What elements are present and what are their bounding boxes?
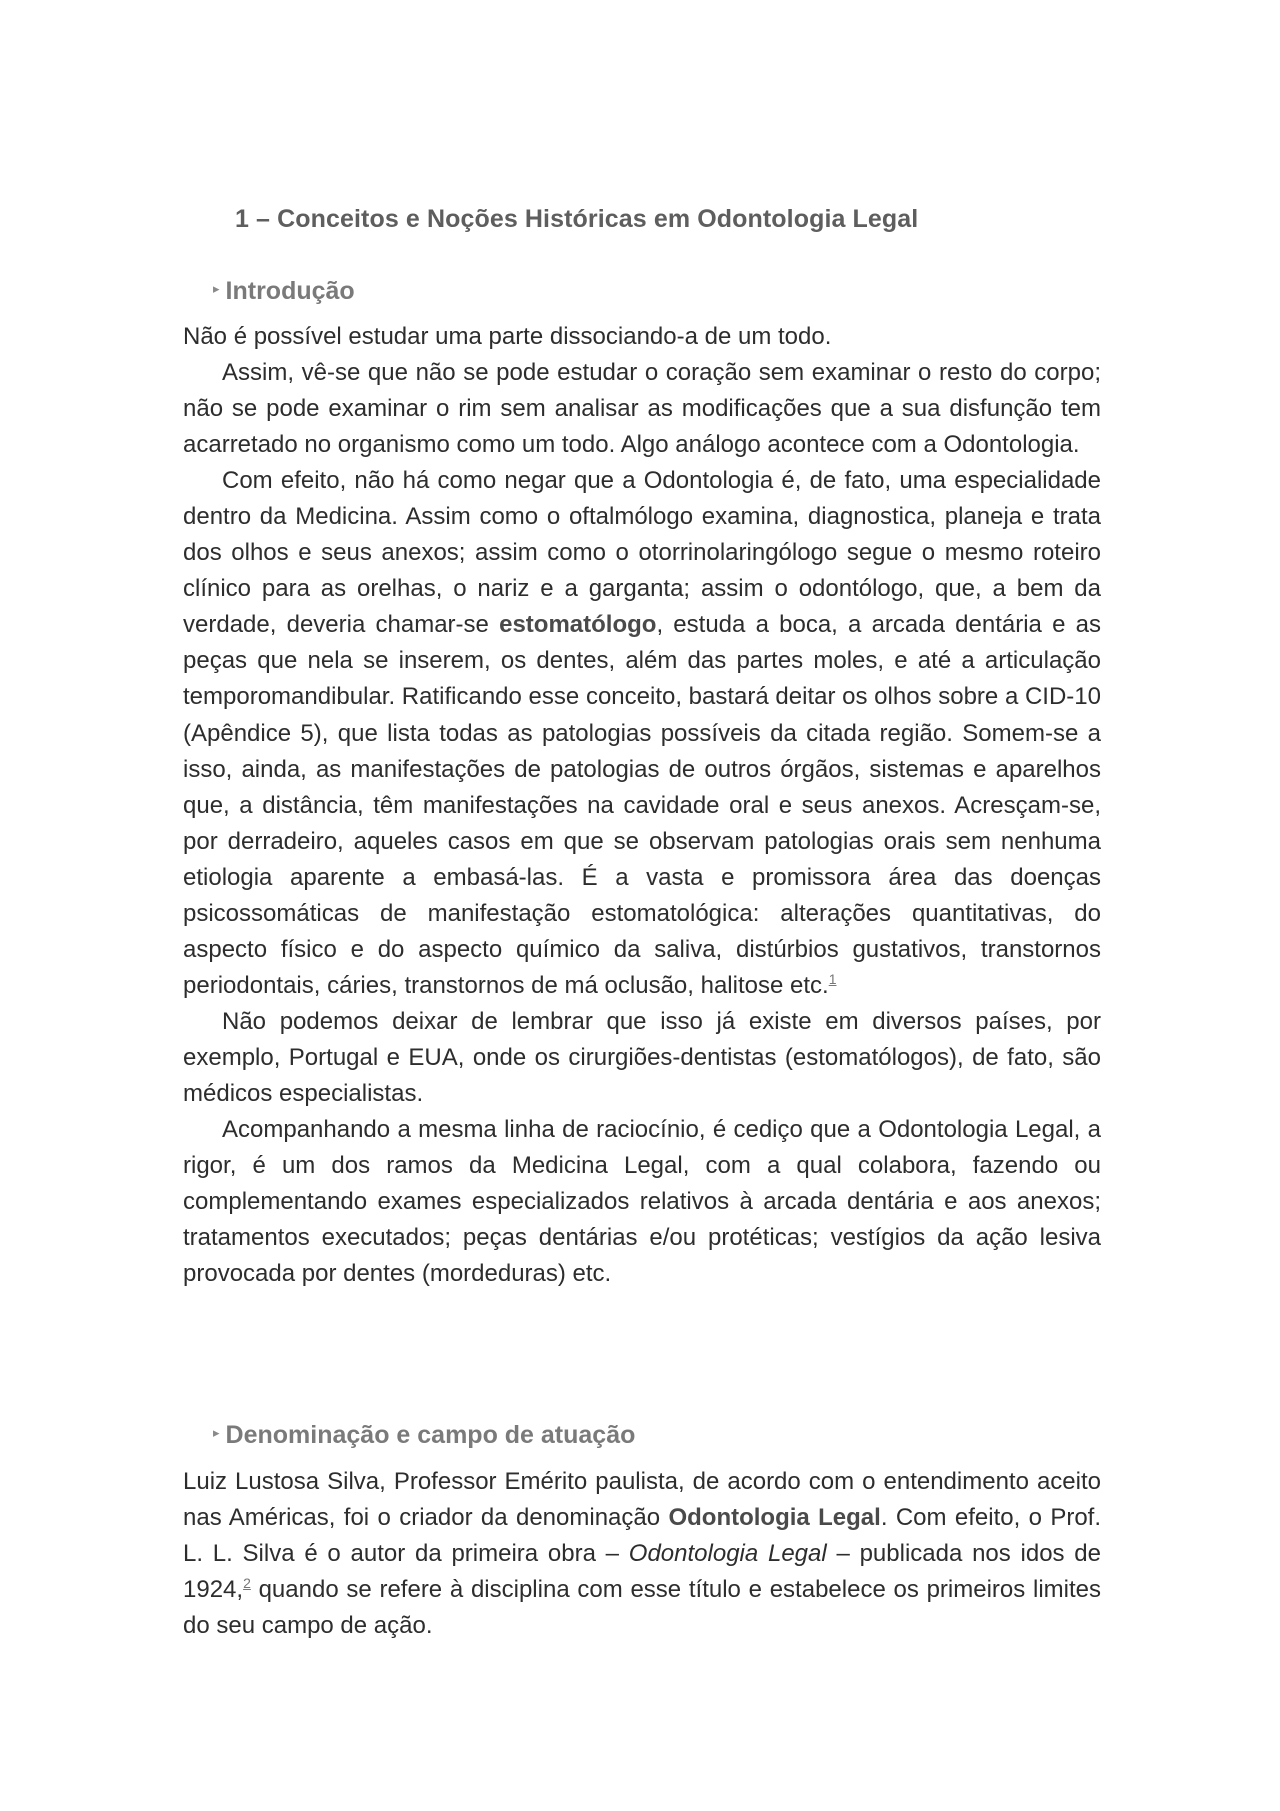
italic-title: Odontologia Legal bbox=[628, 1540, 827, 1568]
chapter-title: 1 – Conceitos e Noções Históricas em Odontologia Legal bbox=[235, 205, 919, 233]
paragraph-text: Com efeito, não há como negar que a Odontologia é, de fato, uma especialidade dentro da Medicina. Assim como o oftalmólogo examina, diagnostica, planeja e trata dos olhos e seus anexos; assim como o otorrinolaringólogo segue o mesmo roteiro clínico para as orelhas, o nariz e a garganta; assim o odontólogo, que, a bem da verdade, deveria chamar-se bbox=[183, 467, 1101, 639]
paragraph: Acompanhando a mesma linha de raciocínio, é cediço que a Odontologia Legal, a rigor, é um dos ramos da Medicina Legal, com a qual colabora, fazendo ou complementando exames especializados relativos à arcada dentária e aos anexos; tratamentos executados; peças dentárias e/ou protéticas; vestígios da ação lesiva provocada por dentes (mordeduras) etc. bbox=[183, 1116, 1101, 1288]
paragraph-text: , estuda a boca, a arcada dentária e as peças que nela se inserem, os dentes, além das partes moles, e até a articulação temporomandibular. Ratificando esse conceito, bastará deitar os olhos sobre a CID-10 (Apêndice 5), que lista todas as patologias possíveis da citada região. Somem-se a isso, ainda, as manifestações de patologias de outros órgãos, sistemas e aparelhos que, a distância, têm manifestações na cavidade oral e seus anexos. Acresçam-se, por derradeiro, aqueles casos em que se observam patologias orais sem nenhuma etiologia aparente a embasá-las. É a vasta e promissora área das doenças psicossomáticas de manifestação estomatológica: alterações quantitativas, do aspecto físico e do aspecto químico da saliva, distúrbios gustativos, transtornos periodontais, cáries, transtornos de má oclusão, halitose etc. bbox=[183, 611, 1101, 999]
paragraph-text: . Com efeito, o Prof. L. L. Silva é o autor da primeira obra – bbox=[183, 1504, 1102, 1568]
paragraph bbox=[183, 463, 1101, 1004]
triangle-bullet-icon: ▸ bbox=[213, 281, 220, 297]
section-heading-label: Denominação e campo de atuação bbox=[225, 1421, 636, 1449]
section-heading-introducao bbox=[213, 277, 355, 306]
paragraph-text: – publicada nos idos de 1924, bbox=[183, 1540, 1102, 1604]
paragraph: Não é possível estudar uma parte dissociando-a de um todo. bbox=[183, 323, 832, 350]
bold-term: Odontologia Legal bbox=[668, 1504, 881, 1532]
section-body-denominacao bbox=[183, 1464, 1101, 1644]
paragraph-text: Luiz Lustosa Silva, Professor Emérito paulista, de acordo com o entendimento aceito nas Américas, foi o criador da denominação bbox=[183, 1468, 1101, 1532]
paragraph bbox=[183, 1464, 1101, 1644]
section-heading-denominacao bbox=[213, 1421, 635, 1450]
paragraph: Não podemos deixar de lembrar que isso já existe em diversos países, por exemplo, Portugal e EUA, onde os cirurgiões-dentistas (estomatólogos), de fato, são médicos especialistas. bbox=[183, 1007, 1101, 1107]
paragraph-text: quando se refere à disciplina com esse título e estabelece os primeiros limites do seu campo de ação. bbox=[183, 1576, 1101, 1640]
triangle-bullet-icon: ▸ bbox=[213, 1425, 220, 1441]
section-heading-label: Introdução bbox=[225, 277, 355, 305]
section-body-introducao bbox=[183, 319, 1101, 1292]
footnote-reference[interactable]: 1 bbox=[828, 970, 837, 987]
bold-term: estomatólogo bbox=[499, 611, 657, 639]
footnote-reference[interactable]: 2 bbox=[243, 1575, 251, 1592]
paragraph: Assim, vê-se que não se pode estudar o coração sem examinar o resto do corpo; não se pode examinar o rim sem analisar as modificações que a sua disfunção tem acarretado no organismo como um todo. Algo análogo acontece com a Odontologia. bbox=[183, 359, 1101, 459]
